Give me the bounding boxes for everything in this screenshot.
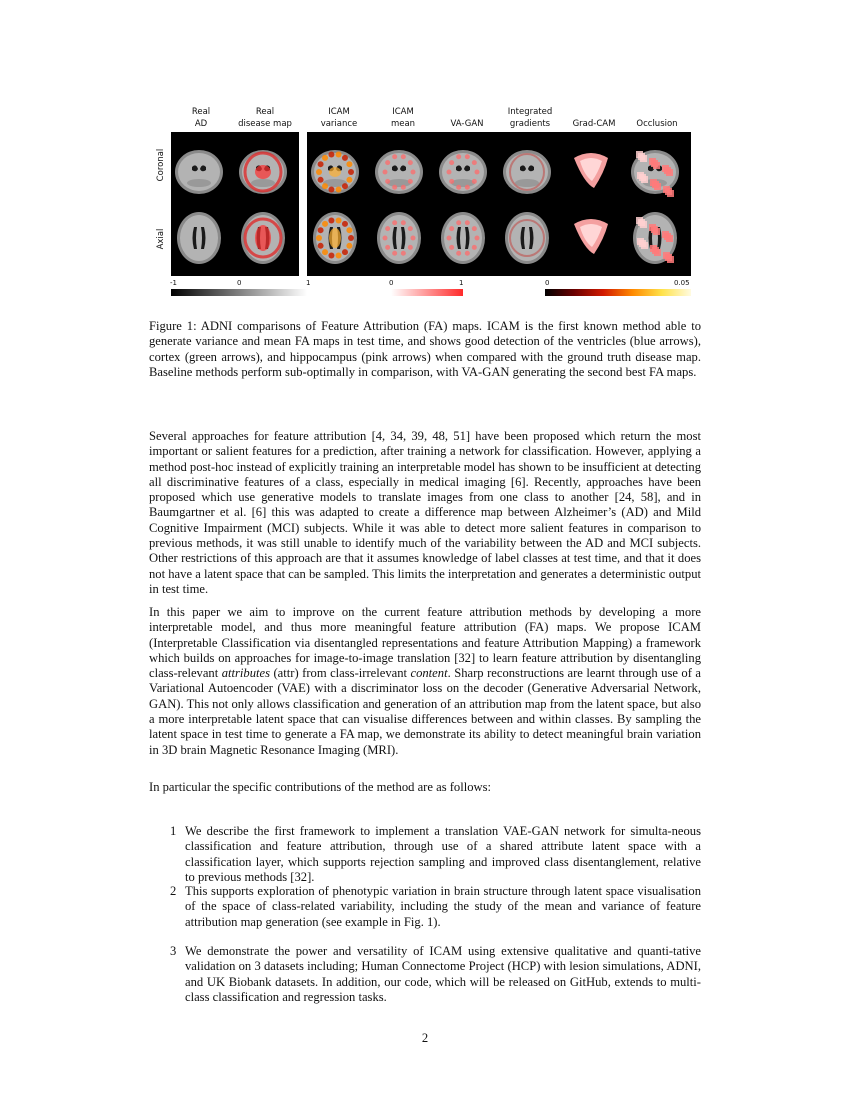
col-label-icam-mean: ICAM mean <box>390 107 416 129</box>
list-number: 3 <box>170 944 177 958</box>
colorbar-red-tick-min: 0 <box>389 279 394 287</box>
attributes-term: attributes <box>221 666 270 681</box>
list-item-2 <box>170 884 701 930</box>
paragraph-2 <box>149 605 701 758</box>
list-item-text: We demonstrate the power and versatility of ICAM using extensive qualitative and quanti-tative validation on 3 datasets including; Human Connectome Project (HCP) with lesion simulations, ADNI, and UK Biobank datasets. In addition, our code, which will be released on GitHub, extends to multi-class classification and regression tasks. <box>185 944 701 1004</box>
brain-image-occlusion-axial <box>628 209 682 267</box>
colorbar-grayscale-tick-min: -1 <box>170 279 177 287</box>
brain-image-va-gan-axial <box>436 209 490 267</box>
list-item-text: We describe the first framework to implement a translation VAE-GAN network for simulta-neous classification and feature attribution, through use of a shared attribute latent space with a classification layer, which supports rejection sampling and improved class disentanglement, relative to previous methods [32]. <box>185 824 701 884</box>
colorbar-grayscale-tick-max: 1 <box>306 279 311 287</box>
paragraph-2-part-3: . Sharp reconstructions are learnt through use of a Variational Autoencoder (VAE) with a discriminator loss on the decoder (Generative Adversarial Network, GAN). This not only allows classification and generation of an attribution map from the latent space, but also a more interpretable latent space that can visualise differences between and within classes. By sampling the latent space in test time to generate a FA map, we demonstrate its ability to detect meaningful brain variation in 3D brain Magnetic Resonance Imaging (MRI). <box>149 666 701 757</box>
brain-image-real-ad-axial <box>172 209 226 267</box>
col-label-integrated-gradients: Integrated gradients <box>507 107 553 129</box>
list-item-3 <box>170 944 701 1005</box>
brain-image-icam-mean-axial <box>372 209 426 267</box>
col-label-va-gan: VA-GAN <box>450 119 484 129</box>
paragraph-2-part-2: (attr) from class-irrelevant <box>270 666 411 681</box>
col-label-grad-cam: Grad-CAM <box>572 119 616 129</box>
col-label-real-ad: Real AD <box>191 107 211 129</box>
colorbar-hot <box>545 289 691 296</box>
brain-image-occlusion-coronal <box>628 143 682 201</box>
brain-image-integrated-gradients-axial <box>500 209 554 267</box>
list-item-text: This supports exploration of phenotypic variation in brain structure through latent space visualisation of the space of class-related variability, including the study of the mean and variance of feature attribution map generation (see example in Fig. 1). <box>185 884 701 929</box>
col-label-occlusion: Occlusion <box>636 119 678 129</box>
colorbar-red <box>391 289 463 296</box>
colorbar-grayscale <box>171 289 307 296</box>
brain-image-real-disease-map-coronal <box>236 143 290 201</box>
brain-image-integrated-gradients-coronal <box>500 143 554 201</box>
brain-image-va-gan-coronal <box>436 143 490 201</box>
brain-image-grad-cam-axial <box>564 209 618 267</box>
colorbar-hot-tick-max: 0.05 <box>674 279 690 287</box>
col-label-real-disease-map: Real disease map <box>238 107 292 129</box>
col-label-icam-variance: ICAM variance <box>320 107 358 129</box>
page-number: 2 <box>421 1031 429 1045</box>
list-number: 2 <box>170 884 177 898</box>
content-term: content <box>410 666 448 681</box>
list-item-1 <box>170 824 701 885</box>
list-number: 1 <box>170 824 177 838</box>
paragraph-1: Several approaches for feature attribution [4, 34, 39, 48, 51] have been proposed which return the most important or salient features for a prediction, after training a network for classification. However, applying a method post-hoc instead of explicitly training an interpretable model has shown to be insufficient at detecting all discriminative features of a class, especially in medical imaging [6]. Recently, approaches have been proposed which use generative models to translate images from one class to another [24, 58], and in Baumgartner et al. [6] this was adapted to create a difference map between Alzheimer’s (AD) and Mild Cognitive Impairment (MCI) subjects. While it was able to detect more salient features in comparison to previous methods, it was still unable to identify much of the variability between the AD and MCI subjects. Other restrictions of this approach are that it assumes knowledge of label classes at test time, and that it does not have a latent space that can be sampled. This limits the interpretation and generates a deterministic output in test time. <box>149 429 701 596</box>
brain-image-icam-mean-coronal <box>372 143 426 201</box>
colorbar-grayscale-tick-mid: 0 <box>237 279 242 287</box>
brain-image-real-ad-coronal <box>172 143 226 201</box>
paragraph-2-part-1: In this paper we aim to improve on the current feature attribution methods by developing a more interpretable model, and thus more meaningful feature attribution (FA) maps. We propose ICAM (Interpretable Classification via disentangled representations and feature Attribution Mapping) a framework which builds on approaches for image-to-image translation [32] to learn feature attribution by disentangling class-relevant <box>149 605 701 681</box>
brain-image-grad-cam-coronal <box>564 143 618 201</box>
colorbar-hot-tick-min: 0 <box>545 279 550 287</box>
colorbar-red-tick-max: 1 <box>459 279 464 287</box>
row-label-axial: Axial <box>156 228 166 250</box>
brain-image-icam-variance-axial <box>308 209 362 267</box>
figure-caption: Figure 1: ADNI comparisons of Feature Attribution (FA) maps. ICAM is the first known method able to generate variance and mean FA maps in test time, and shows good detection of the ventricles (blue arrows), cortex (green arrows), and hippocampus (pink arrows) when compared with the ground truth disease map. Baseline methods perform sub-optimally in comparison, with VA-GAN generating the second best FA maps. <box>149 319 701 379</box>
brain-image-icam-variance-coronal <box>308 143 362 201</box>
paragraph-3: In particular the specific contributions of the method are as follows: <box>149 780 492 794</box>
brain-image-real-disease-map-axial <box>236 209 290 267</box>
row-label-coronal: Coronal <box>156 148 166 182</box>
